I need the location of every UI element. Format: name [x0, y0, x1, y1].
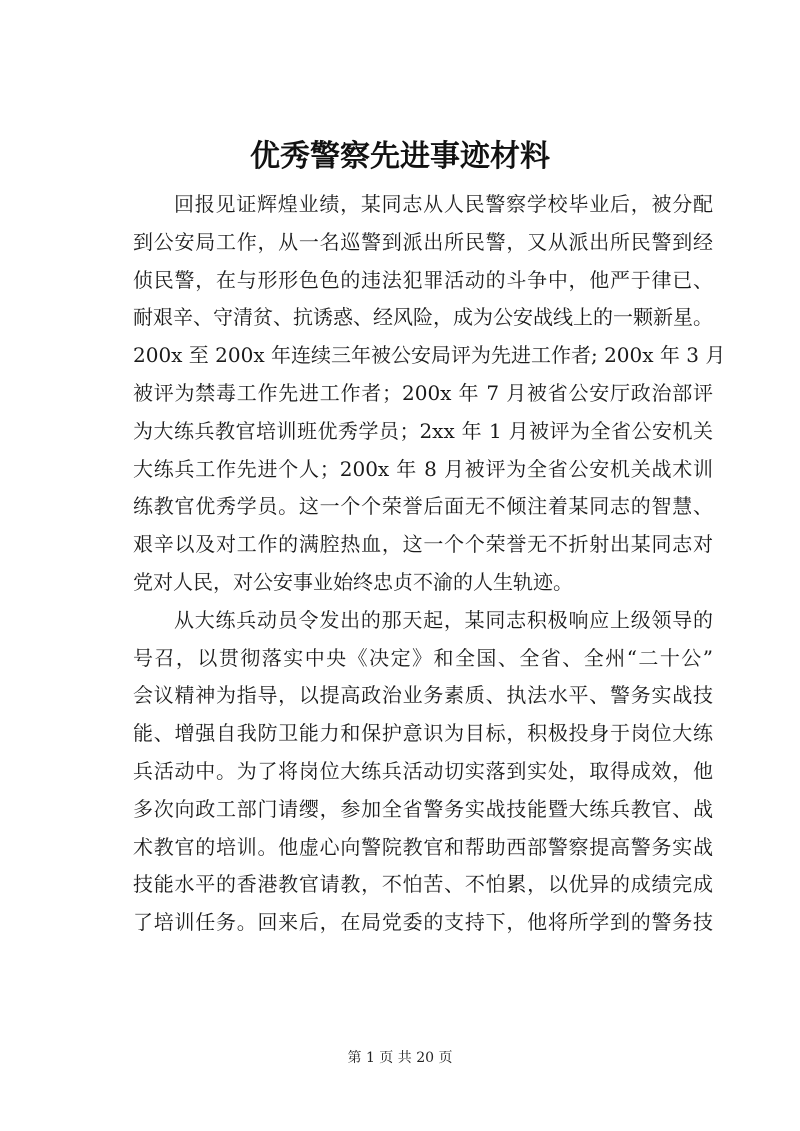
paragraph-1-line: 200x 至 200x 年连续三年被公安局评为先进工作者; 200x 年 3 月 — [133, 343, 726, 368]
paragraph-1-line: 被评为禁毒工作先进工作者；200x 年 7 月被省公安厅政治部评 — [133, 380, 713, 405]
document-body — [133, 186, 726, 942]
document-title: 优秀警察先进事迹材料 — [250, 139, 550, 174]
paragraph-2-line: 会议精神为指导，以提高政治业务素质、执法水平、警务实战技 — [133, 683, 713, 708]
paragraph-1-line: 侦民警，在与形形色色的违法犯罪活动的斗争中，他严于律已、 — [133, 267, 713, 292]
paragraph-1-line: 到公安局工作，从一名巡警到派出所民警，又从派出所民警到经 — [133, 229, 713, 254]
paragraph-2-line: 兵活动中。为了将岗位大练兵活动切实落到实处，取得成效，他 — [133, 758, 713, 783]
paragraph-2-line: 能、增强自我防卫能力和保护意识为目标，积极投身于岗位大练 — [133, 721, 713, 746]
paragraph-1-line: 为大练兵教官培训班优秀学员；2xx 年 1 月被评为全省公安机关 — [133, 418, 713, 443]
paragraph-2-line: 术教官的培训。他虚心向警院教官和帮助西部警察提高警务实战 — [133, 834, 713, 859]
paragraph-1-line: 回报见证辉煌业绩，某同志从人民警察学校毕业后，被分配 — [174, 192, 713, 216]
paragraph-1-line: 党对人民，对公安事业始终忠贞不渝的人生轨迹。 — [133, 569, 573, 594]
paragraph-2-line: 了培训任务。回来后，在局党委的支持下，他将所学到的警务技 — [133, 910, 713, 935]
paragraph-1-line: 大练兵工作先进个人；200x 年 8 月被评为全省公安机关战术训 — [133, 456, 713, 481]
paragraph-1-line: 艰辛以及对工作的满腔热血，这一个个荣誉无不折射出某同志对 — [133, 532, 713, 557]
paragraph-2-line: 号召，以贯彻落实中央《决定》和全国、全省、全州“二十公” — [133, 645, 713, 670]
paragraph-2-line: 技能水平的香港教官请教，不怕苦、不怕累，以优异的成绩完成 — [133, 872, 713, 897]
paragraph-1-line: 练教官优秀学员。这一个个荣誉后面无不倾注着某同志的智慧、 — [133, 494, 713, 519]
page-number-footer: 第 1 页 共 20 页 — [347, 1050, 453, 1066]
paragraph-2-line: 多次向政工部门请缨，参加全省警务实战技能暨大练兵教官、战 — [133, 796, 713, 821]
paragraph-1-line: 耐艰辛、守清贫、抗诱惑、经风险，成为公安战线上的一颗新星。 — [133, 305, 713, 330]
paragraph-2-line: 从大练兵动员令发出的那天起，某同志积极响应上级领导的 — [174, 607, 713, 632]
